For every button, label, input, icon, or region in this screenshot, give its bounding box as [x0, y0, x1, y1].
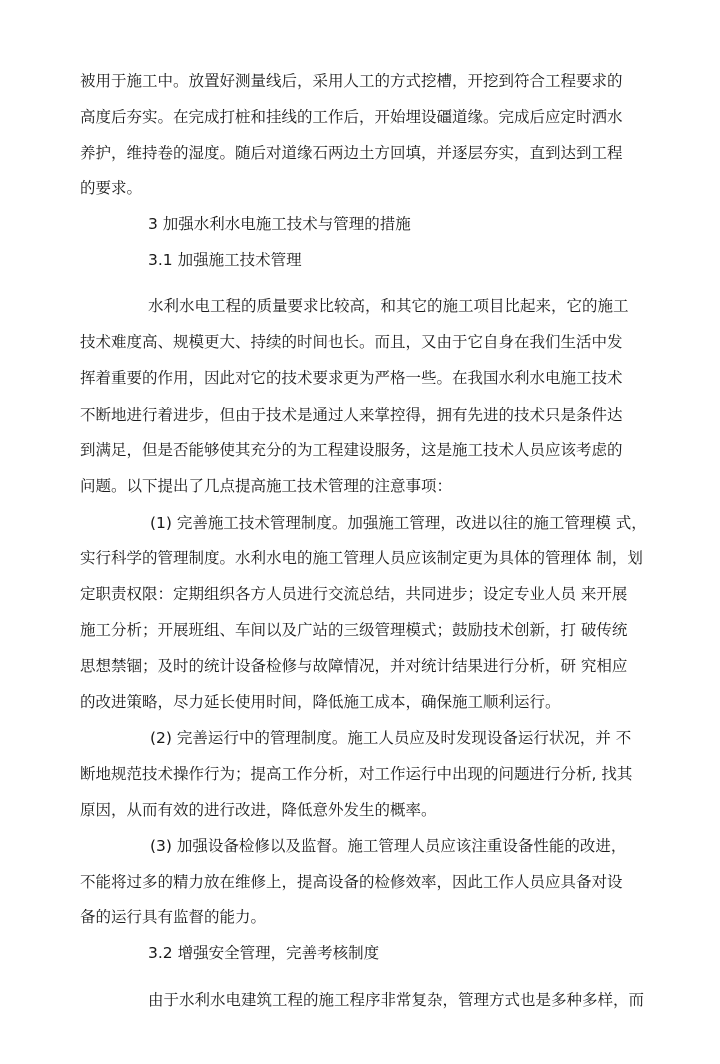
text-line: 断地规范技术操作行为；提高工作分析，对工作运行中出现的问题进行分析, 找其 [80, 765, 633, 783]
text-line: 实行科学的管理制度。水利水电的施工管理人员应该制定更为具体的管理体 制，划 [80, 549, 643, 567]
section-heading-3-1: 3.1 加强施工技术管理 [148, 251, 302, 269]
text-line: 养护，维持卷的湿度。随后对道缘石两边土方回填，并逐层夯实，直到达到工程 [80, 144, 623, 162]
text-line: 挥着重要的作用，因此对它的技术要求更为严格一些。在我国水利水电施工技术 [80, 369, 623, 387]
section-heading-3: 3 加强水利水电施工技术与管理的措施 [148, 215, 411, 233]
text-line: 技术难度高、规模更大、持续的时间也长。而且，又由于它自身在我们生活中发 [80, 333, 623, 351]
text-line: 备的运行具有监督的能力。 [80, 908, 267, 926]
text-line: 到满足，但是否能够使其充分的为工程建设服务，这是施工技术人员应该考虑的 [80, 441, 623, 459]
text-line: 高度后夯实。在完成打桩和挂线的工作后，开始埋设礓道缘。完成后应定时洒水 [80, 108, 623, 126]
text-line: 的改进策略，尽力延长使用时间，降低施工成本，确保施工顺利运行。 [80, 693, 561, 711]
text-line: 施工分析；开展班组、车间以及广站的三级管理模式；鼓励技术创新，打 破传统 [80, 621, 628, 639]
text-line: 不能将过多的精力放在维修上，提高设备的检修效率，因此工作人员应具备对设 [80, 873, 623, 891]
text-line: 不断地进行着进步，但由于技术是通过人来掌控得，拥有先进的技术只是条件达 [80, 406, 623, 424]
text-line: (1) 完善施工技术管理制度。加强施工管理，改进以往的施工管理模 式， [150, 514, 647, 532]
text-line: 水利水电工程的质量要求比较高，和其它的施工项目比起来，它的施工 [148, 297, 629, 315]
text-line: 问题。以下提出了几点提高施工技术管理的注意事项： [80, 477, 453, 495]
text-line: 由于水利水电建筑工程的施工程序非常复杂，管理方式也是多种多样，而 [148, 991, 645, 1009]
section-heading-3-2: 3.2 增强安全管理，完善考核制度 [148, 944, 380, 962]
text-line: 的要求。 [80, 179, 143, 197]
text-line: 被用于施工中。放置好测量线后，采用人工的方式挖槽，开挖到符合工程要求的 [80, 72, 623, 90]
text-line: 定职责权限：定期组织各方人员进行交流总结，共同进步；设定专业人员 来开展 [80, 585, 628, 603]
text-line: (3) 加强设备检修以及监督。施工管理人员应该注重设备性能的改进， [150, 837, 627, 855]
text-line: 原因，从而有效的进行改进，降低意外发生的概率。 [80, 801, 437, 819]
text-line: 思想禁锢；及时的统计设备检修与故障情况，并对统计结果进行分析，研 究相应 [80, 657, 628, 675]
text-line: (2) 完善运行中的管理制度。施工人员应及时发现设备运行状况，并 不 [150, 729, 632, 747]
